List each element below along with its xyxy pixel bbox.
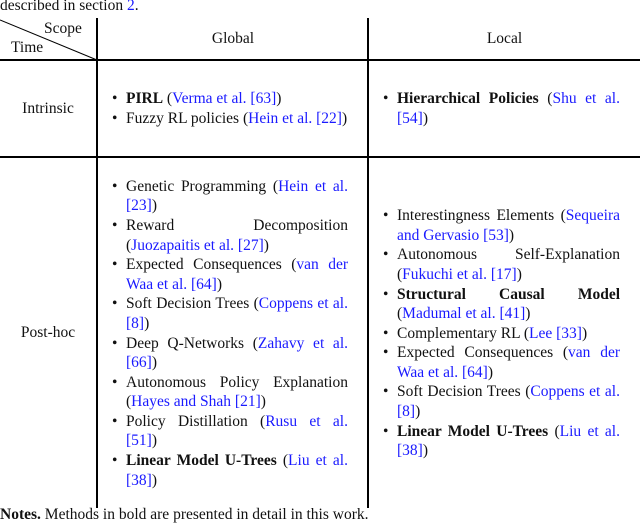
citation-link[interactable]: Verma et al. [63] — [172, 89, 277, 107]
header-global: Global — [211, 30, 255, 47]
citation-link[interactable]: Rusu et al. [51] — [126, 412, 348, 450]
method-name: Autonomous Policy Explanation — [126, 373, 348, 391]
column-rule-2 — [367, 18, 369, 508]
method-name: Soft Decision Trees — [397, 383, 521, 401]
citation-link[interactable]: Hein et al. [23] — [126, 177, 348, 215]
method-name: Autonomous Self-Explanation — [397, 246, 620, 264]
header-time: Time — [11, 39, 44, 56]
method-name: PIRL — [126, 89, 164, 107]
method-name: Fuzzy RL policies — [126, 109, 240, 127]
citation-link[interactable]: Madumal et al. [41] — [402, 305, 526, 323]
method-item: • Expected Consequences (van der Waa et al. [64]) — [110, 255, 348, 294]
caption-end: . — [134, 0, 139, 14]
citation-link[interactable]: Coppens et al. [8] — [397, 383, 620, 421]
method-item: • Linear Model U-Trees (Liu et al. [38]) — [110, 451, 348, 490]
row-label-text: Intrinsic — [22, 99, 74, 117]
method-item: • Interestingness Elements (Sequeira and Gervasio [53]) — [381, 206, 620, 245]
method-name: Deep Q-Networks — [126, 334, 245, 352]
citation-link[interactable]: Juozapaitis et al. [27] — [131, 236, 264, 254]
citation-link[interactable]: Lee [33] — [529, 324, 582, 342]
citation-link[interactable]: Liu et al. [38] — [126, 452, 348, 489]
row-label-intrinsic — [0, 61, 96, 156]
citation-link[interactable]: Sequeira and Gervasio [53] — [397, 207, 620, 244]
method-name: Hierarchical Policies — [397, 89, 539, 107]
row-label-text: Post-hoc — [20, 323, 76, 341]
citation-link[interactable]: Hayes and Shah [21] — [131, 393, 261, 411]
method-item: • Fuzzy RL policies (Hein et al. [22]) — [110, 109, 347, 129]
method-name: Linear Model U-Trees — [397, 422, 549, 440]
table-notes — [0, 506, 369, 524]
method-item: • Complementary RL (Lee [33]) — [381, 324, 620, 344]
method-name: Genetic Programming — [126, 177, 267, 195]
citation-link[interactable]: Liu et al. [38] — [397, 422, 620, 460]
intrinsic-local-cell — [381, 61, 620, 156]
intrinsic-global-cell — [110, 61, 348, 156]
caption-text: described in section — [0, 0, 127, 14]
citation-link[interactable]: Zahavy et al. [66] — [126, 334, 348, 372]
notes-label: Notes. — [0, 506, 41, 523]
row-label-posthoc — [0, 158, 96, 507]
method-item: • Soft Decision Trees (Coppens et al. [8]) — [381, 382, 620, 421]
citation-link[interactable]: Fukuchi et al. [17] — [402, 265, 517, 283]
method-name: Expected Consequences — [397, 344, 554, 362]
method-name: Structural Causal Model — [397, 285, 620, 303]
method-name: Reward Decomposition — [126, 216, 348, 234]
column-rule-1 — [96, 18, 98, 508]
citation-link[interactable]: Shu et al. [54] — [397, 89, 620, 127]
posthoc-global-cell — [110, 160, 348, 507]
method-item: • Policy Distillation (Rusu et al. [51]) — [110, 412, 348, 451]
method-item: • Genetic Programming (Hein et al. [23]) — [110, 177, 348, 216]
method-item: • Linear Model U-Trees (Liu et al. [38]) — [381, 422, 620, 461]
citation-link[interactable]: Hein et al. [22] — [248, 109, 342, 127]
method-item: • Structural Causal Model (Madumal et al. [41]) — [381, 285, 620, 324]
section-link[interactable]: 2 — [126, 0, 135, 14]
method-name: Soft Decision Trees — [126, 295, 250, 313]
citation-link[interactable]: Coppens et al. [8] — [126, 295, 348, 332]
citation-link[interactable]: van der Waa et al. [64] — [126, 256, 348, 293]
method-item: • Autonomous Policy Explanation (Hayes and Shah [21]) — [110, 373, 348, 412]
method-item: • Autonomous Self-Explanation (Fukuchi et al. [17]) — [381, 245, 620, 284]
method-name: Interestingness Elements — [397, 207, 555, 225]
citation-link[interactable]: van der Waa et al. [64] — [397, 344, 620, 381]
method-name: Expected Consequences — [126, 256, 282, 274]
method-item: • Reward Decomposition (Juozapaitis et al. [27]) — [110, 216, 348, 255]
method-name: Policy Distillation — [126, 412, 248, 430]
header-local: Local — [486, 30, 523, 47]
method-item: • Deep Q-Networks (Zahavy et al. [66]) — [110, 334, 348, 373]
method-item: • Hierarchical Policies (Shu et al. [54]) — [381, 89, 620, 128]
method-item: • PIRL (Verma et al. [63]) — [110, 89, 347, 109]
method-name: Linear Model U-Trees — [126, 452, 277, 470]
method-item: • Expected Consequences (van der Waa et al. [64]) — [381, 343, 620, 382]
posthoc-local-cell — [381, 160, 620, 507]
notes-text: Methods in bold are presented in detail in this work. — [40, 506, 369, 523]
header-scope: Scope — [44, 20, 82, 37]
method-item: • Soft Decision Trees (Coppens et al. [8]) — [110, 294, 348, 333]
method-name: Complementary RL — [397, 324, 520, 342]
